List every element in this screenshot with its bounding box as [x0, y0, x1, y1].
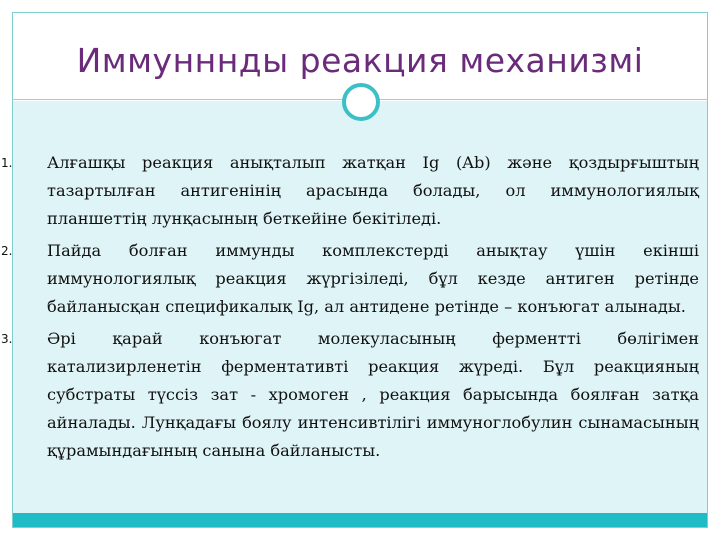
numbered-list — [1, 149, 699, 469]
bottom-accent-bar — [13, 513, 707, 527]
content-area — [1, 101, 707, 513]
slide-title: Иммунннды реакция механизмі — [76, 41, 644, 80]
list-item — [1, 149, 699, 233]
list-item-text: Пайда болған иммунды комплекстерді анықтау үшін екінші иммунологиялық реакция жүргізіледі, бұл кезде антиген ретінде байланысқан спецификалық Ig, ал антидене ретінде – конъюгат алынады. — [47, 241, 699, 316]
list-item-number: 3. — [1, 332, 13, 346]
list-item — [1, 237, 699, 321]
list-item — [1, 325, 699, 465]
list-item-number: 1. — [1, 156, 13, 170]
ring-ornament — [342, 83, 380, 121]
list-item-number: 2. — [1, 244, 13, 258]
slide-frame — [1, 12, 708, 528]
list-item-text: Әрі қарай конъюгат молекуласының ферментті бөлігімен катализирленетін ферментативті реакция жүреді. Бұл реакцияның субстраты түссіз зат - хромоген , реакция барысында боялған затқа айналады. Лунқадағы боялу интенсивтілігі иммуноглобулин сынамасының құрамындағының санына байланысты. — [47, 329, 699, 460]
list-item-text: Алғашқы реакция анықталып жатқан Ig (Ab) және қоздырғыштың тазартылған антигенінің арасында болады, ол иммунологиялық планшеттің лунқасының беткейіне бекітіледі. — [47, 153, 699, 228]
